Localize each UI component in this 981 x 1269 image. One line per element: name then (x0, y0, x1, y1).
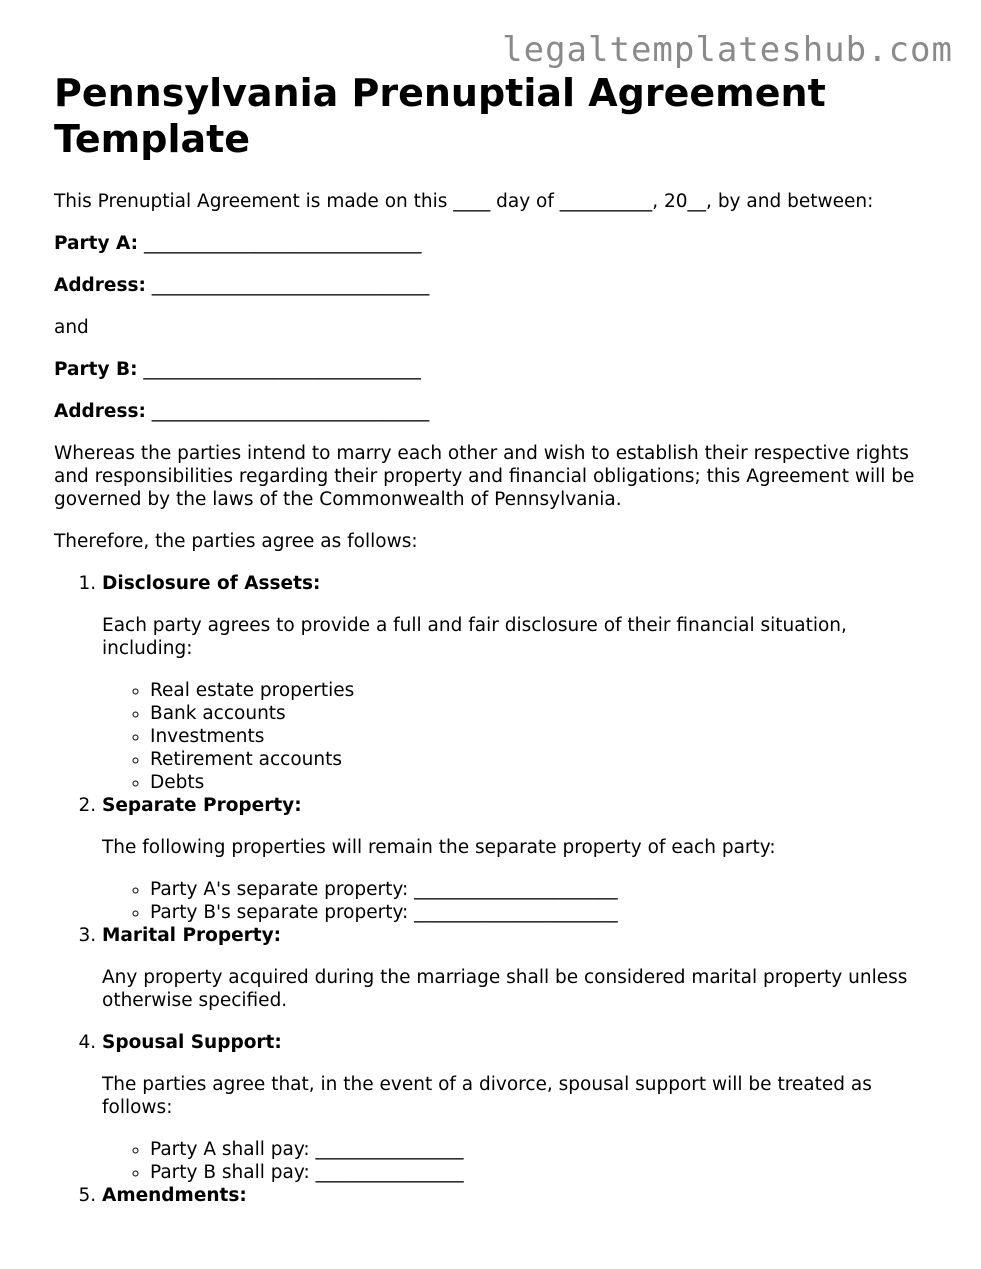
intro-paragraph: This Prenuptial Agreement is made on this ____ day of __________, 20__, by and between: (54, 191, 874, 212)
whereas-paragraph: Whereas the parties intend to marry each other and wish to establish their respective rights and responsibilities regarding their property and financial obligations; this Agreement will be governed by the laws of the Commonwealth of Pennsylvania. (54, 443, 915, 510)
list-item: ◦ Investments (150, 725, 924, 748)
party-b-blank: ______________________________ (143, 359, 421, 380)
address-b-blank: ______________________________ (151, 401, 430, 422)
sub-list (102, 1138, 924, 1184)
section-title: Separate Property: (102, 795, 302, 816)
list-item: ◦ Party B shall pay: ________________ (150, 1161, 924, 1184)
section-title: Disclosure of Assets: (102, 573, 321, 594)
section-item (102, 1184, 924, 1207)
list-item: ◦ Party B's separate property: ______________________ (150, 901, 924, 924)
address-b-label: Address: (54, 401, 146, 422)
sections-list (54, 572, 924, 1207)
address-a-field (54, 274, 924, 297)
document-page (54, 70, 924, 1207)
sub-list (102, 878, 924, 924)
list-item: ◦ Party A shall pay: ________________ (150, 1138, 924, 1161)
address-b-field (54, 400, 924, 423)
sub-list (102, 679, 924, 794)
list-item: ◦ Retirement accounts (150, 748, 924, 771)
section-title: Marital Property: (102, 925, 282, 946)
list-item: ◦ Party A's separate property: ______________________ (150, 878, 924, 901)
party-b-label: Party B: (54, 359, 138, 380)
address-a-blank: ______________________________ (151, 275, 430, 296)
section-title: Amendments: (102, 1185, 247, 1206)
watermark: legaltemplateshub.com (502, 30, 953, 70)
section-text: The parties agree that, in the event of a divorce, spousal support will be treated as follows: (102, 1074, 872, 1118)
therefore-paragraph: Therefore, the parties agree as follows: (54, 531, 418, 552)
section-text: Each party agrees to provide a full and fair disclosure of their financial situation, including: (102, 615, 847, 659)
address-a-label: Address: (54, 275, 146, 296)
party-a-label: Party A: (54, 233, 139, 254)
section-item (102, 1031, 924, 1184)
section-title: Spousal Support: (102, 1032, 282, 1053)
and-text: and (54, 317, 89, 338)
section-item (102, 572, 924, 794)
party-b-field (54, 358, 924, 381)
list-item: ◦ Bank accounts (150, 702, 924, 725)
party-a-blank: ______________________________ (143, 233, 422, 254)
section-item (102, 794, 924, 924)
page-title: Pennsylvania Prenuptial Agreement Template (54, 71, 826, 161)
list-item: ◦ Real estate properties (150, 679, 924, 702)
party-a-field (54, 232, 924, 255)
list-item: ◦ Debts (150, 771, 924, 794)
section-item (102, 924, 924, 1012)
section-text: The following properties will remain the separate property of each party: (102, 837, 776, 858)
section-text: Any property acquired during the marriage shall be considered marital property unless otherwise specified. (102, 967, 908, 1011)
